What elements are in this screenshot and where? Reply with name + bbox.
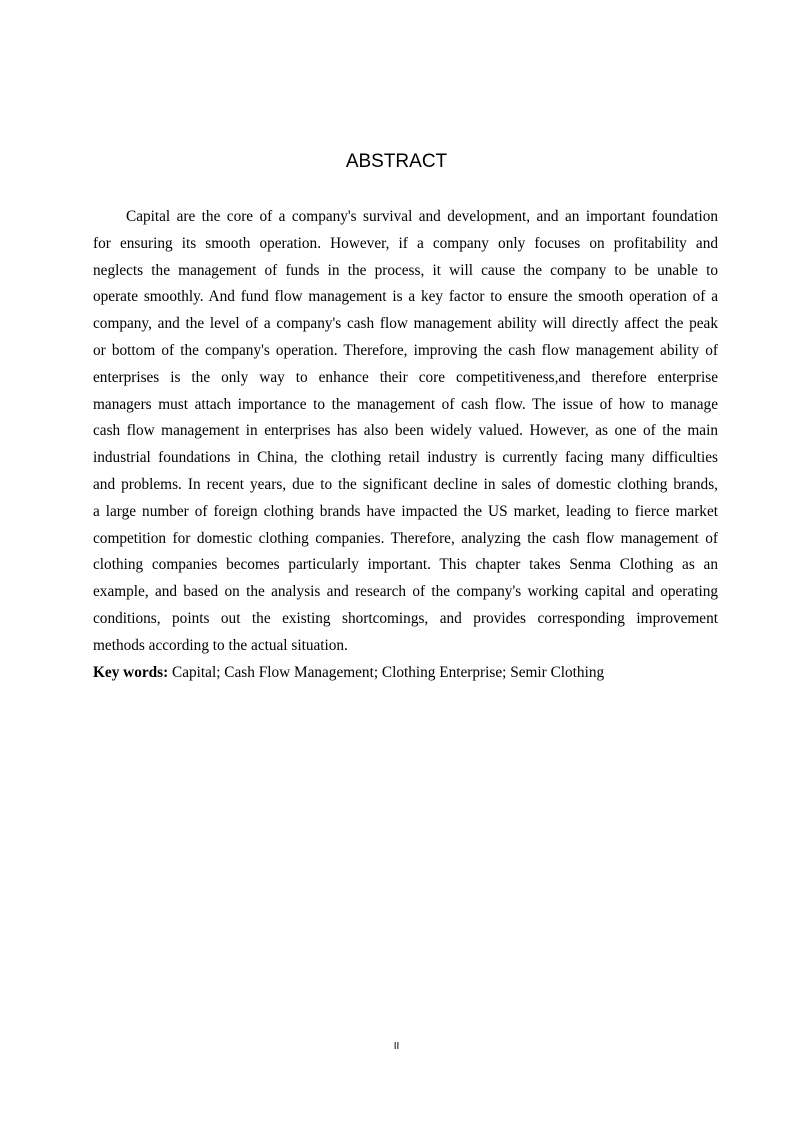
- abstract-line: a large number of foreign clothing brands have impacted the US market, leading to fierce market: [93, 502, 718, 520]
- abstract-line: conditions, points out the existing shortcomings, and provides corresponding improvement: [93, 609, 718, 627]
- keywords-text: Capital; Cash Flow Management; Clothing Enterprise; Semir Clothing: [168, 663, 605, 681]
- abstract-line: or bottom of the company's operation. Therefore, improving the cash flow management ability of: [93, 341, 718, 359]
- abstract-line: Capital are the core of a company's survival and development, and an important foundation: [126, 208, 718, 225]
- page-number: II: [393, 1041, 400, 1052]
- abstract-line: company, and the level of a company's cash flow management ability will directly affect the peak: [93, 315, 718, 333]
- abstract-line: neglects the management of funds in the process, it will cause the company to be unable to: [93, 261, 718, 279]
- abstract-body: [93, 204, 718, 686]
- keywords-label: Key words:: [93, 663, 169, 681]
- abstract-line: example, and based on the analysis and research of the company's working capital and operating: [93, 583, 718, 601]
- abstract-line: and problems. In recent years, due to the significant decline in sales of domestic clothing brands,: [93, 475, 718, 493]
- abstract-line: enterprises is the only way to enhance their core competitiveness,and therefore enterprise: [93, 368, 718, 386]
- abstract-line: methods according to the actual situation.: [93, 636, 348, 654]
- abstract-line: for ensuring its smooth operation. However, if a company only focuses on profitability and: [93, 234, 718, 252]
- abstract-line: managers must attach importance to the management of cash flow. The issue of how to manage: [93, 395, 718, 413]
- abstract-line: operate smoothly. And fund flow management is a key factor to ensure the smooth operation of a: [93, 288, 718, 306]
- abstract-line: cash flow management in enterprises has also been widely valued. However, as one of the main: [93, 422, 718, 440]
- keywords: [93, 660, 718, 687]
- abstract-line: clothing companies becomes particularly important. This chapter takes Senma Clothing as an: [93, 556, 718, 574]
- abstract-title: ABSTRACT: [345, 151, 448, 172]
- abstract-line: competition for domestic clothing companies. Therefore, analyzing the cash flow management of: [93, 529, 718, 547]
- abstract-line: industrial foundations in China, the clothing retail industry is currently facing many difficulties: [93, 449, 718, 467]
